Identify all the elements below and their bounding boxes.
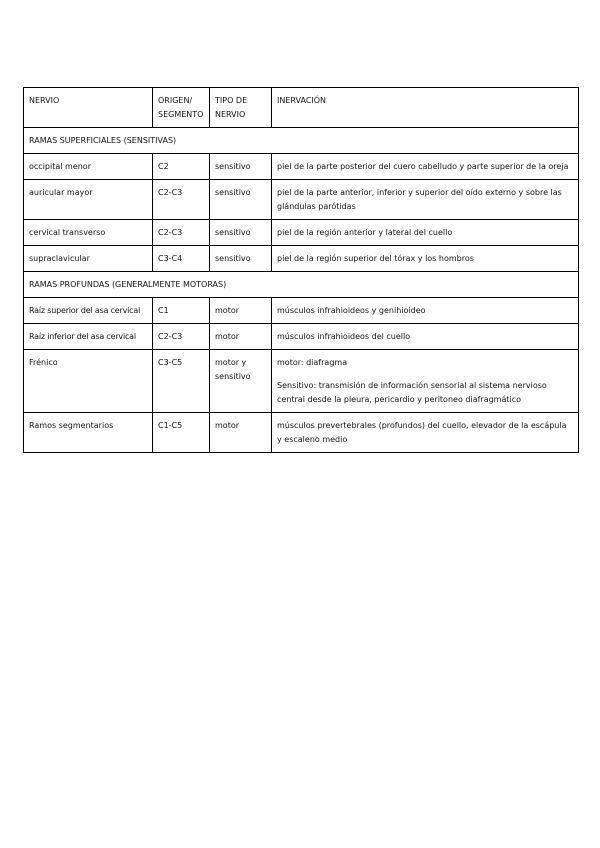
cell-nervio: Ramos segmentarios xyxy=(24,413,153,453)
table-row xyxy=(24,220,579,246)
cell-inervacion: piel de la parte posterior del cuero cabelludo y parte superior de la oreja xyxy=(272,154,579,180)
table-row xyxy=(24,413,579,453)
cell-inervacion: piel de la parte anterior, inferior y superior del oído externo y sobre las glándulas parótidas xyxy=(272,180,579,220)
header-tipo: TIPO DE NERVIO xyxy=(210,88,272,128)
cell-nervio: auricular mayor xyxy=(24,180,153,220)
cell-origen: C3-C4 xyxy=(153,246,210,272)
cell-tipo: sensitivo xyxy=(210,220,272,246)
cell-tipo: motor y sensitivo xyxy=(210,350,272,413)
cell-inervacion: músculos prevertebrales (profundos) del cuello, elevador de la escápula y escaleno medio xyxy=(272,413,579,453)
cell-origen: C2-C3 xyxy=(153,324,210,350)
section-row-profundas xyxy=(24,272,579,298)
cell-tipo: sensitivo xyxy=(210,154,272,180)
cell-nervio: occipital menor xyxy=(24,154,153,180)
cell-nervio: Raíz inferior del asa cervical xyxy=(24,324,153,350)
cell-tipo: sensitivo xyxy=(210,246,272,272)
cell-origen: C1-C5 xyxy=(153,413,210,453)
cervical-plexus-table xyxy=(23,87,579,453)
cell-inervacion xyxy=(272,350,579,413)
cell-nervio: Frénico xyxy=(24,350,153,413)
cell-nervio: supraclavicular xyxy=(24,246,153,272)
inervacion-motor-text: motor: diafragma xyxy=(277,358,348,367)
cell-inervacion: músculos infrahioideos del cuello xyxy=(272,324,579,350)
table-header-row xyxy=(24,88,579,128)
table-row xyxy=(24,180,579,220)
cell-origen: C1 xyxy=(153,298,210,324)
section-title-superficiales: RAMAS SUPERFICIALES (SENSITIVAS) xyxy=(24,128,579,154)
cell-inervacion: piel de la región anterior y lateral del cuello xyxy=(272,220,579,246)
cell-origen: C3-C5 xyxy=(153,350,210,413)
cell-origen: C2 xyxy=(153,154,210,180)
header-inervacion: INERVACIÓN xyxy=(272,88,579,128)
table-row xyxy=(24,350,579,413)
table-row xyxy=(24,324,579,350)
cell-nervio: cervical transverso xyxy=(24,220,153,246)
header-origen: ORIGEN/ SEGMENTO xyxy=(153,88,210,128)
cell-origen: C2-C3 xyxy=(153,220,210,246)
cell-tipo: motor xyxy=(210,324,272,350)
header-nervio: NERVIO xyxy=(24,88,153,128)
table-row xyxy=(24,298,579,324)
section-title-profundas: RAMAS PROFUNDAS (GENERALMENTE MOTORAS) xyxy=(24,272,579,298)
cell-tipo: sensitivo xyxy=(210,180,272,220)
section-row-superficiales xyxy=(24,128,579,154)
cell-origen: C2-C3 xyxy=(153,180,210,220)
cell-nervio: Raíz superior del asa cervical xyxy=(24,298,153,324)
cell-inervacion: músculos infrahioideos y genihioideo xyxy=(272,298,579,324)
cell-tipo: motor xyxy=(210,298,272,324)
table-row xyxy=(24,246,579,272)
table-row xyxy=(24,154,579,180)
cell-inervacion: piel de la región superior del tórax y los hombros xyxy=(272,246,579,272)
inervacion-sensitivo-text: Sensitivo: transmisión de información sensorial al sistema nervioso central desde la pleura, pericardio y peritoneo diafragmático xyxy=(277,381,547,404)
cell-tipo: motor xyxy=(210,413,272,453)
